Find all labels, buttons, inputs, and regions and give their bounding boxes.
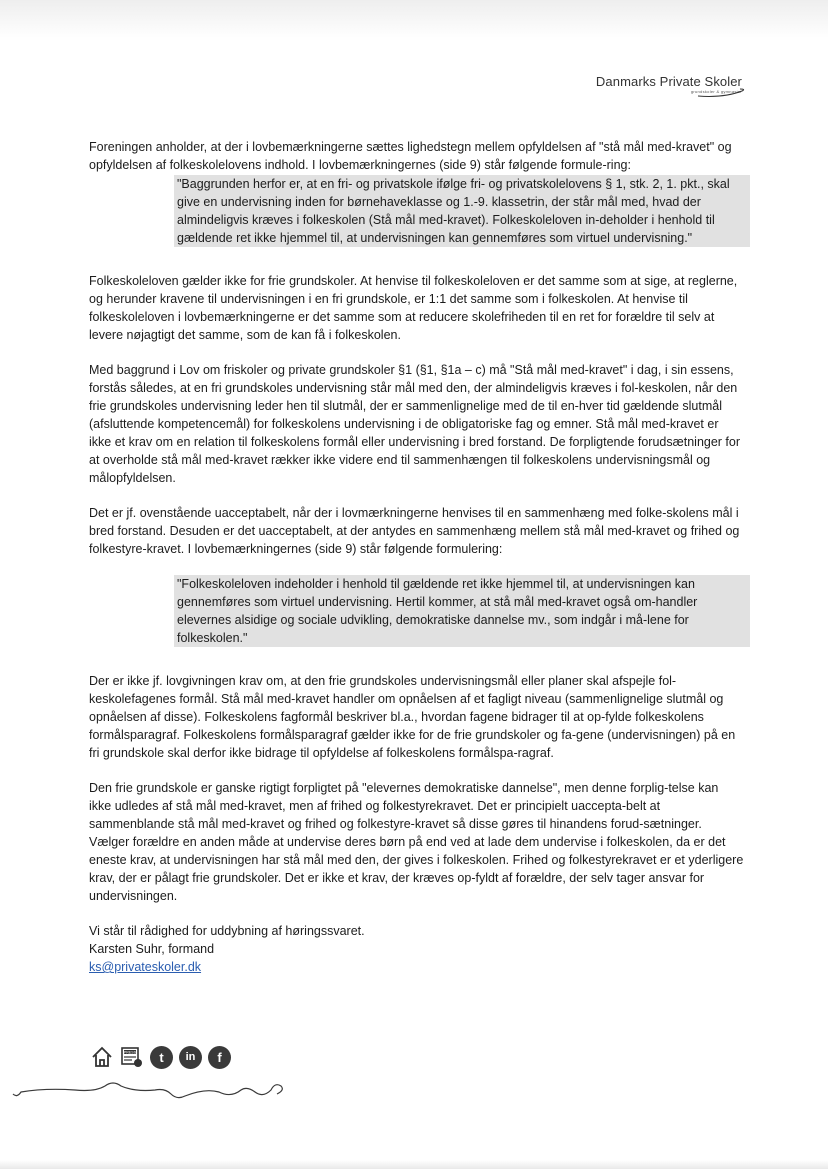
- email-link[interactable]: ks@privateskoler.dk: [89, 960, 202, 974]
- quote-block-1: "Baggrunden herfor er, at en fri- og privatskole ifølge fri- og privatskolelovens § 1, stk. 2, 1. pkt., skal give en undervisning inden for børnehaveklasse og 1.-9. klassetrin, der står mål med, hvad der almindeligvis kræves i folkeskolen (Stå mål med-kravet). Folkeskoleloven in-deholder i henhold til gældende ret ikke hjemmel til, at undervisningen kan gennemføres som virtuel undervisning.": [174, 175, 750, 247]
- organization-logo: [596, 74, 742, 94]
- twitter-glyph: t: [159, 1049, 164, 1065]
- linkedin-icon[interactable]: [179, 1046, 202, 1069]
- facebook-icon[interactable]: [208, 1046, 231, 1069]
- quote-block-2: "Folkeskoleloven indeholder i henhold til gældende ret ikke hjemmel til, at undervisningen kan gennemføres som virtuel undervisning. Hertil kommer, at stå mål med-kravet også om-handler elevernes alsidige og sociale udvikling, demokratiske dannelse mv., som indgår i må-lene for folkeskolen.": [174, 575, 750, 647]
- signoff-line: Vi står til rådighed for uddybning af høringssvaret.: [89, 924, 365, 938]
- press-icon-label: PRESS: [123, 1050, 137, 1055]
- paragraph-2: Folkeskoleloven gælder ikke for frie grundskoler. At henvise til folkeskoleloven er det samme som at sige, at reglerne, og herunder kravene til undervisningen i en fri grundskole, er 1:1 det samme som i folkeskolen. At henvise til folkeskoleloven i lovbemærkningerne er det samme som at reducere skolefriheden til en ret for forældre til selv at levere nøjagtigt det samme, som de kan få i folkeskolen.: [89, 274, 738, 342]
- paragraph-5: Der er ikke jf. lovgivningen krav om, at den frie grundskoles undervisningsmål eller planer skal afspejle fol-keskolefagenes formål. Stå mål med-kravet handler om opnåelsen af et fagligt niveau (sammenlignelige slutmål og opnåelsen af disse). Folkeskolens fagformål beskriver bl.a., hvordan fagene bidrager til at op-fylde folkeskolens formålsparagraf. Folkeskolens formålsparagraf gælder ikke for de frie grundskoler og fa-gene (undervisningen) på en fri grundskole skal derfor ikke bidrage til opfyldelse af folkeskolens formålspa-ragraf.: [89, 674, 736, 760]
- logo-name: Danmarks Private Skoler: [595, 74, 742, 89]
- paragraph-3: Med baggrund i Lov om friskoler og private grundskoler §1 (§1, §1a – c) må "Stå mål med-kravet" i dag, i sin essens, forstås således, at en fri grundskoles undervisning står mål med den, der almindeligvis kræves i fol-keskolen, når den frie grundskoles undervisning leder hen til slutmål, der er sammenlignelige med de til en-hver tid gældende slutmål (afsluttende kompetencemål) for folkeskolens undervisning i de obligatoriske fag og emner. Stå mål med-kravet er ikke et krav om en relation til folkeskolens formål eller undervisning i bred forstand. De forpligtende forudsætninger for at overholde stå mål med-kravet rækker ikke videre end til sammenhængen til folkeskolens undervisningsmål og målopfyldelsen.: [89, 363, 741, 485]
- handwritten-signature: [5, 1068, 295, 1104]
- paragraph-4: Det er jf. ovenstående uacceptabelt, når der i lovmærkningerne henvises til en sammenhæng med folke-skolens mål i bred forstand. Desuden er det uacceptabelt, at der antydes en sammenhæng mellem stå mål med-kravet og frihed og folkestyre-kravet. I lovbemærkningernes (side 9) står følgende formulering:: [89, 506, 740, 556]
- social-icons: [90, 1045, 231, 1069]
- scan-shadow-bottom: [0, 1160, 828, 1169]
- paragraph-1: Foreningen anholder, at der i lovbemærkningerne sættes lighedstegn mellem opfyldelsen af "stå mål med-kravet" og opfyldelsen af folkeskolelovens indhold. I lovbemærkningernes (side 9) står følgende formule-ring:: [89, 140, 732, 172]
- signer-name: Karsten Suhr, formand: [89, 942, 215, 956]
- logo-swoosh-icon: [696, 88, 748, 98]
- home-icon[interactable]: [90, 1045, 114, 1069]
- press-icon[interactable]: [120, 1045, 144, 1069]
- logo-tagline: grundskoler & gymnasier: [690, 89, 742, 94]
- facebook-glyph: f: [217, 1049, 222, 1065]
- scan-shadow-top: [0, 0, 828, 38]
- twitter-icon[interactable]: [150, 1046, 173, 1069]
- linkedin-glyph: in: [185, 1051, 196, 1063]
- paragraph-6: Den frie grundskole er ganske rigtigt forpligtet på "elevernes demokratiske dannelse", men denne forplig-telse kan ikke udledes af stå mål med-kravet, men af frihed og folkestyrekravet. Det er principielt uaccepta-belt at sammenblande stå mål med-kravet og frihed og folkestyre-kravet så disse gøres til hinandens forud-sætninger. Vælger forældre en anden måde at undervise deres børn på end ved at lade dem undervise i folkeskolen, da er det eneste krav, at undervisningen har stå mål med den, der gives i folkeskolen. Frihed og folkestyrekravet er et yderligere krav, der er pålagt frie grundskoler. Det er ikke et krav, der kræves op-fyldt af forældre, der selv tager ansvar for undervisningen.: [89, 781, 744, 903]
- signoff: [89, 922, 744, 976]
- letter-body: [89, 138, 744, 976]
